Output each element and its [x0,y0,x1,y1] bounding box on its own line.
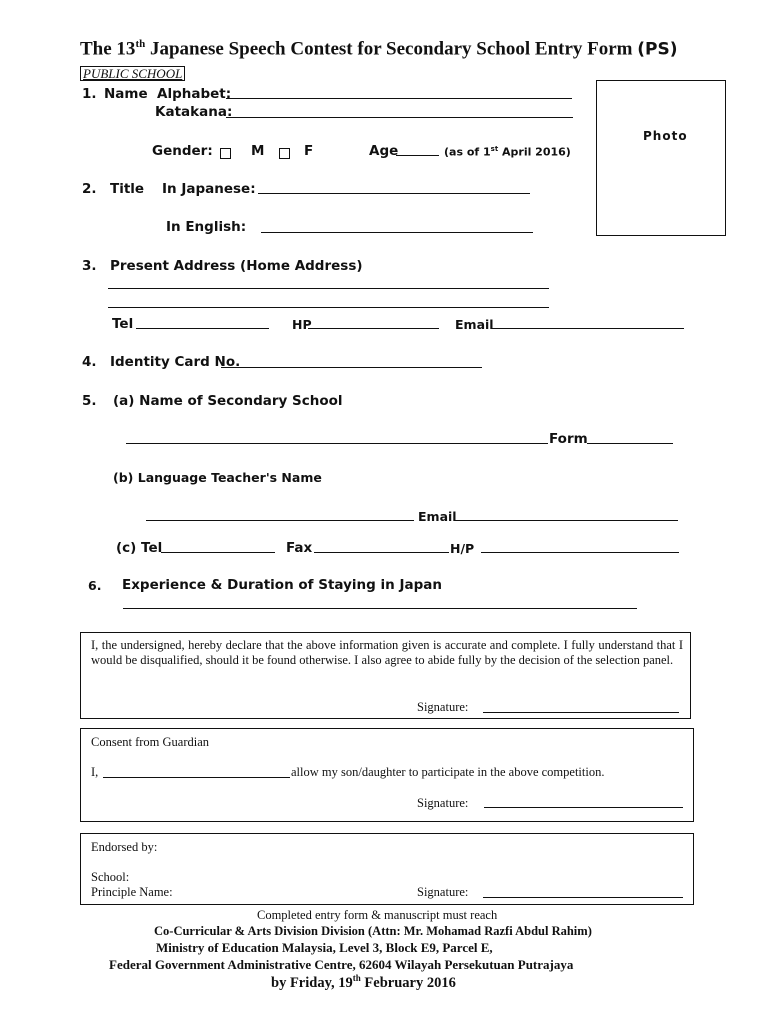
address-line-1[interactable] [108,288,549,289]
hp-field[interactable] [308,328,439,329]
address-label: Present Address (Home Address) [110,258,363,274]
form-field[interactable] [587,443,673,444]
consent-i-label: I, [91,765,99,779]
school-tel-label: (c) Tel [116,540,163,556]
endorse-signature-label: Signature: [417,885,469,899]
experience-label: Experience & Duration of Staying in Japan [122,577,442,593]
photo-label: Photo [643,129,688,143]
endorse-school-label: School: [91,870,130,884]
ic-number: 4. [82,354,97,370]
school-hp-field[interactable] [481,552,679,553]
guardian-name-field[interactable] [103,777,290,778]
female-checkbox[interactable] [279,148,290,159]
photo-box[interactable] [596,80,726,236]
school-name-label: (a) Name of Secondary School [113,393,343,409]
katakana-label: Katakana: [155,104,233,120]
endorse-title: Endorsed by: [91,840,158,854]
title-japanese-label: In Japanese: [162,181,256,197]
form-tag: (PS) [637,39,678,60]
email-field[interactable] [492,328,684,329]
school-name-field[interactable] [126,443,548,444]
footer-line-2: Co-Curricular & Arts Division Division (Attn: Mr. Mohamad Razfi Abdul Rahim) [154,924,592,938]
age-field[interactable] [396,155,439,156]
school-tel-field[interactable] [161,552,275,553]
teacher-email-label: Email [418,509,457,524]
form-label: Form [549,431,588,447]
hp-label: HP [292,317,312,332]
male-label: M [251,143,265,159]
form-title: The 13th Japanese Speech Contest for Secondary School Entry Form (PS) [80,38,678,60]
endorse-box [80,833,694,905]
address-line-2[interactable] [108,307,549,308]
ic-field[interactable] [221,367,482,368]
declaration-signature-label: Signature: [417,700,469,714]
footer-line-3: Ministry of Education Malaysia, Level 3, Block E9, Parcel E, [156,940,493,955]
tel-label: Tel [112,316,134,332]
title-english-field[interactable] [261,232,533,233]
school-type-label: PUBLIC SCHOOL [80,66,185,81]
email-label: Email [455,317,494,332]
consent-signature-field[interactable] [484,807,683,808]
school-fax-field[interactable] [314,552,449,553]
declaration-text: I, the undersigned, hereby declare that the above information given is accurate and complete. I fully understand that I would be disqualified, should it be found otherwise. I also agree to abide fully by the decision of the selection panel. [91,638,683,667]
gender-label: Gender: [152,143,213,159]
title-english-label: In English: [166,219,247,235]
tel-field[interactable] [136,328,269,329]
experience-number: 6. [88,578,102,593]
consent-title: Consent from Guardian [91,735,210,749]
alphabet-field[interactable] [226,98,572,99]
katakana-field[interactable] [226,117,573,118]
declaration-box [80,632,691,719]
female-label: F [304,143,314,159]
teacher-email-field[interactable] [454,520,678,521]
school-fax-label: Fax [286,540,313,556]
endorse-principle-label: Principle Name: [91,885,173,899]
name-number: 1. [82,86,97,102]
school-hp-label: H/P [450,541,475,556]
title-number: 2. [82,181,97,197]
address-number: 3. [82,258,97,274]
age-note: (as of 1st April 2016) [444,145,571,159]
name-label: Name [104,86,148,102]
title-label: Title [110,181,145,197]
school-number: 5. [82,393,97,409]
ic-label: Identity Card No. [110,354,241,370]
title-japanese-field[interactable] [258,193,530,194]
male-checkbox[interactable] [220,148,231,159]
footer-line-4: Federal Government Administrative Centre, 62604 Wilayah Persekutuan Putrajaya [109,957,574,972]
footer-deadline: by Friday, 19th February 2016 [271,973,456,991]
consent-text: allow my son/daughter to participate in the above competition. [291,765,605,779]
teacher-name-field[interactable] [146,520,414,521]
age-label: Age [369,143,399,159]
consent-box [80,728,694,822]
experience-field[interactable] [123,608,637,609]
consent-signature-label: Signature: [417,796,469,810]
teacher-name-label: (b) Language Teacher's Name [113,470,322,485]
endorse-signature-field[interactable] [483,897,683,898]
declaration-signature-field[interactable] [483,712,679,713]
footer-line-1: Completed entry form & manuscript must reach [257,908,498,922]
alphabet-label: Alphabet: [157,86,232,102]
